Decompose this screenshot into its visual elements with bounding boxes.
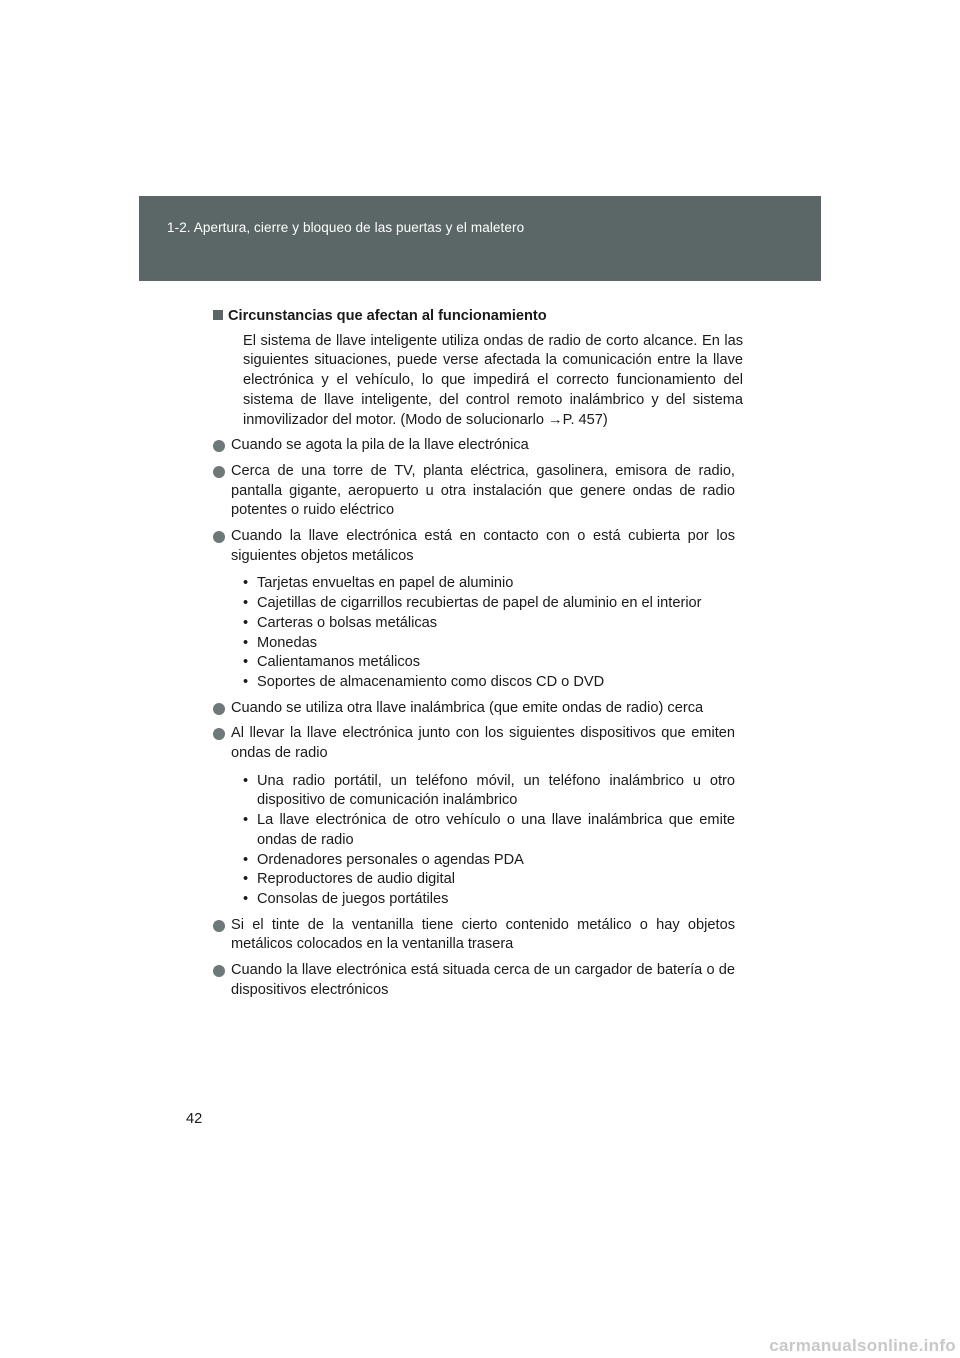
sub-list-item <box>243 574 735 594</box>
bullet-text: Cuando la llave electrónica está situada cerca de un cargador de batería o de dispositivos electrónicos <box>231 962 735 998</box>
page-number: 42 <box>186 1111 203 1127</box>
bullet-item <box>213 699 743 719</box>
sub-bullet-icon: • <box>243 812 249 829</box>
bullet-item <box>213 916 743 955</box>
sub-list-item <box>243 851 735 871</box>
section-title-text: Circunstancias que afectan al funcionamiento <box>228 308 547 324</box>
sub-list-item <box>243 634 735 654</box>
sub-bullet-icon: • <box>243 634 249 651</box>
bullet-text: Cerca de una torre de TV, planta eléctrica, gasolinera, emisora de radio, pantalla gigante, aeropuerto u otra instalación que genere ondas de radio potentes o ruido eléctrico <box>231 462 735 519</box>
sub-bullet-icon: • <box>243 890 249 907</box>
sub-list-text: Soportes de almacenamiento como discos CD o DVD <box>257 673 605 690</box>
sub-bullet-icon: • <box>243 772 249 789</box>
bullet-text: Cuando se agota la pila de la llave electrónica <box>231 437 529 454</box>
bullet-dot-icon <box>213 440 225 452</box>
sub-list-text: Una radio portátil, un teléfono móvil, un teléfono inalámbrico u otro dispositivo de comunicación inalámbrico <box>257 772 735 809</box>
section-header-label: 1-2. Apertura, cierre y bloqueo de las puertas y el maletero <box>167 220 525 235</box>
bullet-dot-icon <box>213 466 225 478</box>
sub-list <box>243 772 743 910</box>
sub-list-item <box>243 890 735 910</box>
sub-list-item <box>243 772 735 811</box>
bullet-text: Al llevar la llave electrónica junto con los siguientes dispositivos que emiten ondas de radio <box>231 725 735 762</box>
sub-list-item <box>243 614 735 634</box>
bullet-text: Cuando se utiliza otra llave inalámbrica (que emite ondas de radio) cerca <box>231 699 704 716</box>
sub-bullet-icon: • <box>243 673 249 690</box>
watermark-logo: carmanualsonline.info <box>769 1336 956 1355</box>
sub-list-text: Calientamanos metálicos <box>257 654 421 671</box>
section-title <box>213 307 743 327</box>
bullet-item <box>213 462 743 521</box>
sub-list-item <box>243 653 735 673</box>
sub-list-text: La llave electrónica de otro vehículo o una llave inalámbrica que emite ondas de radio <box>257 812 735 848</box>
section-header-bar <box>139 196 821 281</box>
sub-list-text: Consolas de juegos portátiles <box>257 890 449 907</box>
bullet-dot-icon <box>213 703 225 715</box>
sub-list-item <box>243 811 735 850</box>
bullet-list <box>213 436 743 1000</box>
sub-bullet-icon: • <box>243 575 249 592</box>
page-content <box>213 307 743 1001</box>
sub-list-item <box>243 594 735 614</box>
bullet-item <box>213 436 743 456</box>
section-intro: El sistema de llave inteligente utiliza ondas de radio de corto alcance. En las siguientes situaciones, puede verse afectada la comunicación entre la llave electrónica y el vehículo, lo que impedirá el correcto funcionamiento del sistema de llave inteligente, del control remoto inalámbrico y del sistema inmovilizador del motor. (Modo de solucionarlo →P. 457) <box>243 332 743 428</box>
sub-bullet-icon: • <box>243 851 249 868</box>
sub-list-text: Carteras o bolsas metálicas <box>257 614 438 631</box>
square-bullet-icon <box>213 310 223 320</box>
bullet-dot-icon <box>213 920 225 932</box>
bullet-item <box>213 527 743 566</box>
sub-bullet-icon: • <box>243 595 249 612</box>
sub-bullet-icon: • <box>243 654 249 671</box>
sub-list-text: Tarjetas envueltas en papel de aluminio <box>257 575 514 592</box>
bullet-dot-icon <box>213 728 225 740</box>
bullet-item <box>213 961 743 1000</box>
bullet-text: Si el tinte de la ventanilla tiene cierto contenido metálico o hay objetos metálicos colocados en la ventanilla trasera <box>231 916 735 953</box>
sub-list-text: Ordenadores personales o agendas PDA <box>257 851 524 868</box>
sub-list-item <box>243 673 735 693</box>
bullet-text: Cuando la llave electrónica está en contacto con o está cubierta por los siguientes objetos metálicos <box>231 528 735 564</box>
bullet-item <box>213 724 743 763</box>
sub-list <box>243 574 743 692</box>
bullet-dot-icon <box>213 965 225 977</box>
sub-list-text: Reproductores de audio digital <box>257 871 455 888</box>
sub-bullet-icon: • <box>243 614 249 631</box>
sub-list-text: Monedas <box>257 634 318 651</box>
sub-list-item <box>243 870 735 890</box>
sub-bullet-icon: • <box>243 871 249 888</box>
sub-list-text: Cajetillas de cigarrillos recubiertas de papel de aluminio en el interior <box>257 595 702 612</box>
bullet-dot-icon <box>213 531 225 543</box>
